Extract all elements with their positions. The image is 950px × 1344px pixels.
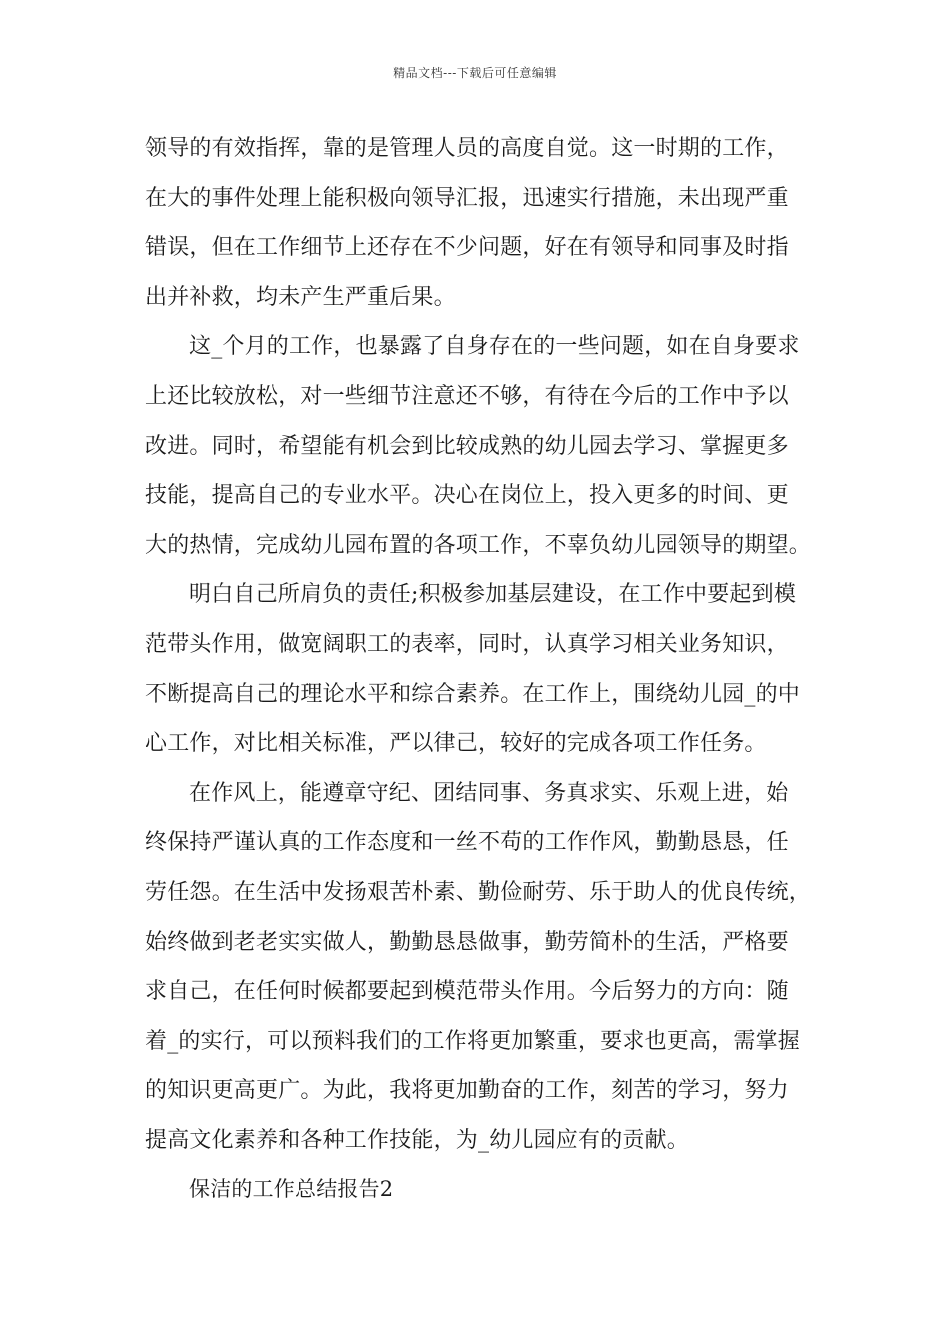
text-line: 这_个月的工作，也暴露了自身存在的一些问题，如在自身要求 (189, 334, 800, 360)
text-line: 着_的实行，可以预料我们的工作将更加繁重，要求也更高，需掌握 (145, 1028, 801, 1054)
text-line: 领导的有效指挥，靠的是管理人员的高度自觉。这一时期的工作， (145, 136, 789, 161)
text-line: 劳任怨。在生活中发扬艰苦朴素、勤俭耐劳、乐于助人的优良传统， (145, 879, 812, 905)
text-line: 在大的事件处理上能积极向领导汇报，迅速实行措施，未出现严重 (145, 185, 789, 211)
section-heading-text: 保洁的工作总结报告2 (189, 1177, 394, 1202)
page-header: 精品文档---下载后可任意编辑 (393, 66, 557, 80)
text-line: 的知识更高更广。为此，我将更加勤奋的工作，刻苦的学习，努力 (145, 1078, 789, 1104)
document-body (145, 124, 825, 1215)
text-line: 明白自己所肩负的责任;积极参加基层建设，在工作中要起到模 (189, 582, 797, 608)
section-heading (145, 1165, 825, 1215)
text-line: 求自己，在任何时候都要起到模范带头作用。今后努力的方向：随 (145, 979, 789, 1005)
text-line: 心工作，对比相关标准，严以律己，较好的完成各项工作任务。 (145, 731, 767, 757)
text-line: 提高文化素养和各种工作技能，为_幼儿园应有的贡献。 (145, 1127, 690, 1153)
text-line: 大的热情，完成幼儿园布置的各项工作，不辜负幼儿园领导的期望。 (145, 532, 812, 558)
paragraph (145, 322, 825, 570)
text-line: 始终做到老老实实做人，勤勤恳恳做事，勤劳简朴的生活，严格要 (145, 929, 789, 955)
text-line: 在作风上，能遵章守纪、团结同事、务真求实、乐观上进，始 (189, 780, 789, 806)
paragraph (145, 769, 825, 1166)
text-line: 改进。同时，希望能有机会到比较成熟的幼儿园去学习、掌握更多 (145, 433, 789, 459)
text-line: 范带头作用，做宽阔职工的表率，同时，认真学习相关业务知识， (145, 631, 789, 657)
text-line: 终保持严谨认真的工作态度和一丝不苟的工作作风，勤勤恳恳，任 (145, 830, 789, 856)
text-line: 错误，但在工作细节上还存在不少问题，好在有领导和同事及时指 (145, 235, 789, 261)
text-line: 不断提高自己的理论水平和综合素养。在工作上，围绕幼儿园_的中 (145, 681, 801, 707)
text-line: 出并补救，均未产生严重后果。 (145, 284, 456, 310)
text-line: 技能，提高自己的专业水平。决心在岗位上，投入更多的时间、更 (145, 483, 789, 509)
text-line: 上还比较放松，对一些细节注意还不够，有待在今后的工作中予以 (145, 383, 789, 409)
paragraph (145, 570, 825, 768)
paragraph (145, 124, 825, 322)
